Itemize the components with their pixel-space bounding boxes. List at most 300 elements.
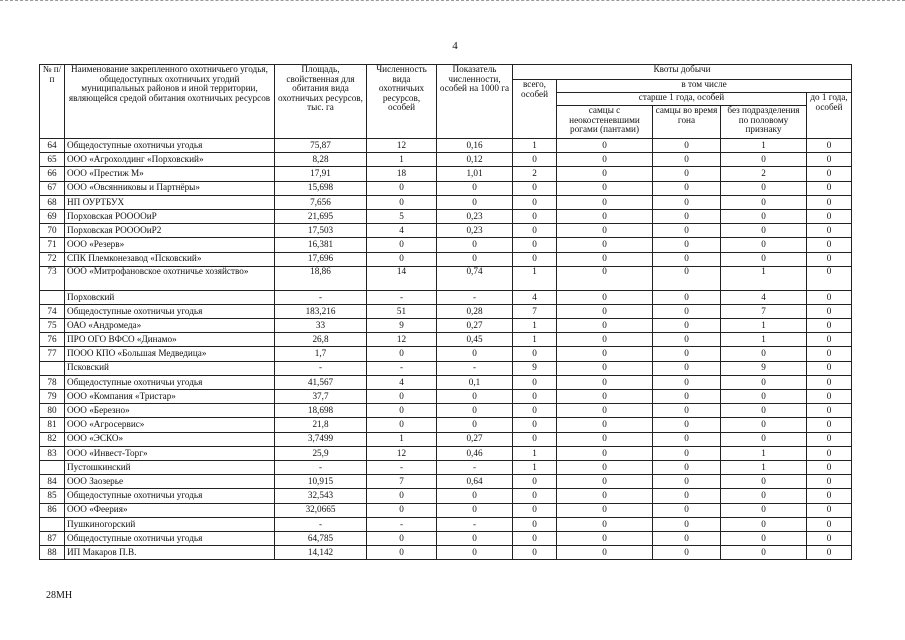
row-area-cell: 21,8 (275, 418, 367, 432)
row-no-sex-cell: 0 (721, 503, 807, 517)
row-area-cell: - (275, 460, 367, 474)
row-males-antlers-cell: 0 (557, 139, 653, 153)
row-total-cell: 0 (513, 517, 557, 531)
row-no-sex-cell: 0 (721, 375, 807, 389)
row-density-cell: 0 (437, 531, 513, 545)
row-no-sex-cell: 2 (721, 167, 807, 181)
row-total-cell: 2 (513, 167, 557, 181)
row-num-cell: 68 (40, 195, 65, 209)
row-count-cell: 4 (367, 375, 437, 389)
table-row (40, 266, 852, 290)
row-under1-cell: 0 (807, 460, 852, 474)
row-density-cell: 0 (437, 238, 513, 252)
row-males-rut-cell: 0 (653, 546, 721, 560)
row-count-cell: 4 (367, 224, 437, 238)
row-area-cell: 32,0665 (275, 503, 367, 517)
row-no-sex-cell: 0 (721, 432, 807, 446)
row-males-rut-cell: 0 (653, 503, 721, 517)
header-density: Показатель численности, особей на 1000 га (437, 65, 513, 139)
row-num-cell: 74 (40, 304, 65, 318)
header-count: Численность вида охотничьих ресурсов, особей (367, 65, 437, 139)
row-density-cell: 0,64 (437, 475, 513, 489)
row-count-cell: 0 (367, 489, 437, 503)
header-area: Площадь, свойственная для обитания вида охотничьих ресурсов, тыс. га (275, 65, 367, 139)
row-name-cell: ООО «Овсянниковы и Партнёры» (65, 181, 275, 195)
row-total-cell: 0 (513, 390, 557, 404)
row-males-rut-cell: 0 (653, 167, 721, 181)
row-count-cell: 0 (367, 238, 437, 252)
row-num-cell (40, 517, 65, 531)
table-row (40, 489, 852, 503)
row-area-cell: 18,86 (275, 266, 367, 290)
row-males-rut-cell: 0 (653, 390, 721, 404)
table-row (40, 418, 852, 432)
table-row (40, 167, 852, 181)
row-under1-cell: 0 (807, 195, 852, 209)
row-no-sex-cell: 0 (721, 531, 807, 545)
row-total-cell: 0 (513, 546, 557, 560)
row-area-cell: 21,695 (275, 209, 367, 223)
row-count-cell: 0 (367, 347, 437, 361)
row-name-cell: Общедоступные охотничьи угодья (65, 489, 275, 503)
row-density-cell: 0 (437, 546, 513, 560)
row-density-cell: - (437, 290, 513, 304)
row-no-sex-cell: 0 (721, 418, 807, 432)
table-row (40, 304, 852, 318)
row-name-cell: ПООО КПО «Большая Медведица» (65, 347, 275, 361)
row-density-cell: 0 (437, 181, 513, 195)
row-density-cell: 0,27 (437, 432, 513, 446)
row-area-cell: 26,8 (275, 333, 367, 347)
row-name-cell: ОАО «Андромеда» (65, 319, 275, 333)
table-row (40, 432, 852, 446)
row-area-cell: 32,543 (275, 489, 367, 503)
row-count-cell: - (367, 460, 437, 474)
row-males-antlers-cell: 0 (557, 517, 653, 531)
scan-edge-line (0, 0, 905, 5)
row-area-cell: 17,503 (275, 224, 367, 238)
row-males-rut-cell: 0 (653, 517, 721, 531)
row-density-cell: 0,1 (437, 375, 513, 389)
row-total-cell: 1 (513, 460, 557, 474)
row-males-rut-cell: 0 (653, 460, 721, 474)
row-males-antlers-cell: 0 (557, 304, 653, 318)
row-males-rut-cell: 0 (653, 224, 721, 238)
row-total-cell: 1 (513, 266, 557, 290)
row-count-cell: 12 (367, 139, 437, 153)
row-no-sex-cell: 0 (721, 347, 807, 361)
row-under1-cell: 0 (807, 390, 852, 404)
row-under1-cell: 0 (807, 418, 852, 432)
row-area-cell: 16,381 (275, 238, 367, 252)
row-no-sex-cell: 0 (721, 153, 807, 167)
row-total-cell: 1 (513, 319, 557, 333)
row-no-sex-cell: 1 (721, 460, 807, 474)
row-no-sex-cell: 0 (721, 238, 807, 252)
table-row (40, 153, 852, 167)
row-under1-cell: 0 (807, 252, 852, 266)
page-number: 4 (452, 40, 458, 52)
row-under1-cell: 0 (807, 139, 852, 153)
row-count-cell: 9 (367, 319, 437, 333)
header-no-sex: без подразделения по половому признаку (721, 106, 807, 139)
table-row (40, 319, 852, 333)
row-males-antlers-cell: 0 (557, 404, 653, 418)
row-density-cell: 0,23 (437, 224, 513, 238)
row-no-sex-cell: 1 (721, 139, 807, 153)
row-males-rut-cell: 0 (653, 139, 721, 153)
header-males-rut: самцы во время гона (653, 106, 721, 139)
row-no-sex-cell: 0 (721, 181, 807, 195)
row-count-cell: 14 (367, 266, 437, 290)
row-name-cell: ООО «Березно» (65, 404, 275, 418)
row-count-cell: 12 (367, 446, 437, 460)
row-males-rut-cell: 0 (653, 418, 721, 432)
row-no-sex-cell: 0 (721, 224, 807, 238)
row-area-cell: 33 (275, 319, 367, 333)
row-density-cell: - (437, 361, 513, 375)
table-row (40, 195, 852, 209)
row-total-cell: 0 (513, 195, 557, 209)
row-males-antlers-cell: 0 (557, 347, 653, 361)
row-num-cell: 88 (40, 546, 65, 560)
row-num-cell: 76 (40, 333, 65, 347)
row-males-rut-cell: 0 (653, 266, 721, 290)
row-density-cell: 0 (437, 418, 513, 432)
row-num-cell: 65 (40, 153, 65, 167)
row-num-cell: 78 (40, 375, 65, 389)
row-count-cell: 0 (367, 503, 437, 517)
row-total-cell: 0 (513, 475, 557, 489)
table-row (40, 531, 852, 545)
row-males-antlers-cell: 0 (557, 390, 653, 404)
table-row (40, 290, 852, 304)
table-row (40, 347, 852, 361)
row-no-sex-cell: 0 (721, 252, 807, 266)
table-row (40, 517, 852, 531)
row-total-cell: 7 (513, 304, 557, 318)
row-name-cell: Общедоступные охотничьи угодья (65, 375, 275, 389)
row-num-cell: 73 (40, 266, 65, 290)
table-row (40, 546, 852, 560)
row-density-cell: 0 (437, 252, 513, 266)
row-males-antlers-cell: 0 (557, 238, 653, 252)
row-name-cell: ООО «Агросервис» (65, 418, 275, 432)
row-density-cell: - (437, 517, 513, 531)
row-name-cell: Общедоступные охотничьи угодья (65, 139, 275, 153)
row-total-cell: 1 (513, 446, 557, 460)
row-males-rut-cell: 0 (653, 333, 721, 347)
row-males-rut-cell: 0 (653, 531, 721, 545)
row-males-rut-cell: 0 (653, 238, 721, 252)
row-under1-cell: 0 (807, 224, 852, 238)
row-count-cell: 7 (367, 475, 437, 489)
row-name-cell: ПРО ОГО ВФСО «Динамо» (65, 333, 275, 347)
row-num-cell: 66 (40, 167, 65, 181)
row-density-cell: 0 (437, 390, 513, 404)
row-no-sex-cell: 1 (721, 319, 807, 333)
table-row (40, 503, 852, 517)
row-under1-cell: 0 (807, 167, 852, 181)
row-count-cell: - (367, 290, 437, 304)
row-count-cell: - (367, 517, 437, 531)
row-no-sex-cell: 0 (721, 390, 807, 404)
row-total-cell: 0 (513, 375, 557, 389)
row-males-antlers-cell: 0 (557, 375, 653, 389)
row-males-antlers-cell: 0 (557, 167, 653, 181)
row-under1-cell: 0 (807, 375, 852, 389)
row-area-cell: 18,698 (275, 404, 367, 418)
row-no-sex-cell: 0 (721, 475, 807, 489)
row-area-cell: - (275, 361, 367, 375)
row-name-cell: Общедоступные охотничьи угодья (65, 304, 275, 318)
row-total-cell: 0 (513, 347, 557, 361)
row-males-rut-cell: 0 (653, 375, 721, 389)
table-row (40, 460, 852, 474)
hunting-quota-table (39, 64, 852, 560)
row-males-rut-cell: 0 (653, 361, 721, 375)
table-row (40, 238, 852, 252)
row-count-cell: 0 (367, 390, 437, 404)
row-no-sex-cell: 0 (721, 404, 807, 418)
row-density-cell: 0,12 (437, 153, 513, 167)
row-males-rut-cell: 0 (653, 446, 721, 460)
row-density-cell: 0,27 (437, 319, 513, 333)
row-total-cell: 1 (513, 139, 557, 153)
row-num-cell: 80 (40, 404, 65, 418)
row-count-cell: 18 (367, 167, 437, 181)
row-males-antlers-cell: 0 (557, 252, 653, 266)
row-under1-cell: 0 (807, 446, 852, 460)
row-males-antlers-cell: 0 (557, 153, 653, 167)
header-num: № п/п (40, 65, 65, 139)
row-no-sex-cell: 4 (721, 290, 807, 304)
row-area-cell: 75,87 (275, 139, 367, 153)
row-num-cell (40, 361, 65, 375)
row-name-cell: СПК Племконезавод «Псковский» (65, 252, 275, 266)
row-num-cell: 70 (40, 224, 65, 238)
row-under1-cell: 0 (807, 209, 852, 223)
row-density-cell: 0 (437, 404, 513, 418)
row-males-rut-cell: 0 (653, 304, 721, 318)
row-no-sex-cell: 0 (721, 195, 807, 209)
row-name-cell: ИП Макаров П.В. (65, 546, 275, 560)
row-name-cell: Пушкиногорский (65, 517, 275, 531)
row-total-cell: 0 (513, 432, 557, 446)
row-males-antlers-cell: 0 (557, 503, 653, 517)
row-males-antlers-cell: 0 (557, 361, 653, 375)
row-no-sex-cell: 0 (721, 517, 807, 531)
row-num-cell: 86 (40, 503, 65, 517)
header-total: всего, особей (513, 80, 557, 139)
table-row (40, 209, 852, 223)
row-num-cell: 81 (40, 418, 65, 432)
row-name-cell: Порховская РООООиР2 (65, 224, 275, 238)
table-row (40, 475, 852, 489)
header-including: в том числе (557, 80, 852, 93)
row-count-cell: 1 (367, 153, 437, 167)
row-num-cell: 67 (40, 181, 65, 195)
row-count-cell: 0 (367, 418, 437, 432)
row-males-antlers-cell: 0 (557, 460, 653, 474)
row-name-cell: ООО «Инвест-Торг» (65, 446, 275, 460)
table-row (40, 446, 852, 460)
row-area-cell: 17,696 (275, 252, 367, 266)
row-density-cell: 0,23 (437, 209, 513, 223)
row-num-cell (40, 460, 65, 474)
row-area-cell: - (275, 517, 367, 531)
row-under1-cell: 0 (807, 361, 852, 375)
row-num-cell: 75 (40, 319, 65, 333)
row-density-cell: 0,74 (437, 266, 513, 290)
row-num-cell: 79 (40, 390, 65, 404)
row-area-cell: 3,7499 (275, 432, 367, 446)
row-name-cell: ООО «Престиж М» (65, 167, 275, 181)
row-area-cell: 10,915 (275, 475, 367, 489)
row-males-antlers-cell: 0 (557, 432, 653, 446)
row-num-cell: 64 (40, 139, 65, 153)
row-total-cell: 0 (513, 418, 557, 432)
row-males-rut-cell: 0 (653, 195, 721, 209)
table-row (40, 333, 852, 347)
row-males-antlers-cell: 0 (557, 446, 653, 460)
row-males-antlers-cell: 0 (557, 489, 653, 503)
row-area-cell: 64,785 (275, 531, 367, 545)
table-row (40, 139, 852, 153)
row-males-antlers-cell: 0 (557, 531, 653, 545)
row-num-cell: 72 (40, 252, 65, 266)
row-num-cell: 71 (40, 238, 65, 252)
row-males-rut-cell: 0 (653, 404, 721, 418)
row-total-cell: 0 (513, 531, 557, 545)
row-under1-cell: 0 (807, 475, 852, 489)
row-area-cell: 25,9 (275, 446, 367, 460)
row-num-cell: 82 (40, 432, 65, 446)
header-older: старше 1 года, особей (557, 93, 807, 106)
table-row (40, 404, 852, 418)
row-under1-cell: 0 (807, 333, 852, 347)
row-males-antlers-cell: 0 (557, 333, 653, 347)
row-no-sex-cell: 0 (721, 546, 807, 560)
row-total-cell: 1 (513, 333, 557, 347)
row-density-cell: 0 (437, 489, 513, 503)
row-under1-cell: 0 (807, 290, 852, 304)
row-under1-cell: 0 (807, 238, 852, 252)
row-no-sex-cell: 0 (721, 209, 807, 223)
row-males-antlers-cell: 0 (557, 319, 653, 333)
row-num-cell: 85 (40, 489, 65, 503)
row-males-antlers-cell: 0 (557, 290, 653, 304)
row-no-sex-cell: 1 (721, 266, 807, 290)
row-no-sex-cell: 1 (721, 333, 807, 347)
row-under1-cell: 0 (807, 432, 852, 446)
row-num-cell: 77 (40, 347, 65, 361)
table-row (40, 375, 852, 389)
row-under1-cell: 0 (807, 347, 852, 361)
row-density-cell: 0 (437, 503, 513, 517)
row-area-cell: 15,698 (275, 181, 367, 195)
row-name-cell: ООО «Митрофановское охотничье хозяйство» (65, 266, 275, 290)
table-row (40, 224, 852, 238)
row-density-cell: - (437, 460, 513, 474)
table-row (40, 361, 852, 375)
row-area-cell: 1,7 (275, 347, 367, 361)
row-males-antlers-cell: 0 (557, 181, 653, 195)
row-name-cell: ООО «Феерия» (65, 503, 275, 517)
row-count-cell: 0 (367, 546, 437, 560)
row-count-cell: 0 (367, 404, 437, 418)
row-density-cell: 0 (437, 195, 513, 209)
row-males-rut-cell: 0 (653, 432, 721, 446)
row-name-cell: ООО «Компания «Тристар» (65, 390, 275, 404)
row-total-cell: 0 (513, 153, 557, 167)
row-no-sex-cell: 9 (721, 361, 807, 375)
header-quotas: Квоты добычи (513, 65, 852, 80)
row-males-rut-cell: 0 (653, 475, 721, 489)
row-males-rut-cell: 0 (653, 489, 721, 503)
row-count-cell: 0 (367, 531, 437, 545)
row-count-cell: 12 (367, 333, 437, 347)
row-name-cell: ООО «Резерв» (65, 238, 275, 252)
row-total-cell: 0 (513, 238, 557, 252)
row-males-rut-cell: 0 (653, 181, 721, 195)
row-males-antlers-cell: 0 (557, 209, 653, 223)
row-total-cell: 0 (513, 489, 557, 503)
row-under1-cell: 0 (807, 319, 852, 333)
row-under1-cell: 0 (807, 546, 852, 560)
row-total-cell: 0 (513, 404, 557, 418)
row-area-cell: - (275, 290, 367, 304)
row-males-rut-cell: 0 (653, 209, 721, 223)
row-count-cell: 0 (367, 195, 437, 209)
row-no-sex-cell: 1 (721, 446, 807, 460)
row-area-cell: 183,216 (275, 304, 367, 318)
row-total-cell: 0 (513, 252, 557, 266)
row-name-cell: Псковский (65, 361, 275, 375)
row-name-cell: НП ОУРТБУХ (65, 195, 275, 209)
row-name-cell: Порховская РООООиР (65, 209, 275, 223)
table-row (40, 252, 852, 266)
row-males-rut-cell: 0 (653, 319, 721, 333)
table-row (40, 390, 852, 404)
row-males-antlers-cell: 0 (557, 546, 653, 560)
row-under1-cell: 0 (807, 181, 852, 195)
row-count-cell: 0 (367, 181, 437, 195)
row-total-cell: 4 (513, 290, 557, 304)
row-count-cell: 1 (367, 432, 437, 446)
row-density-cell: 1,01 (437, 167, 513, 181)
row-num-cell: 69 (40, 209, 65, 223)
row-count-cell: 51 (367, 304, 437, 318)
row-under1-cell: 0 (807, 517, 852, 531)
row-males-rut-cell: 0 (653, 252, 721, 266)
row-males-rut-cell: 0 (653, 290, 721, 304)
row-males-antlers-cell: 0 (557, 418, 653, 432)
row-count-cell: 0 (367, 252, 437, 266)
row-density-cell: 0,28 (437, 304, 513, 318)
header-under1: до 1 года, особей (807, 93, 852, 139)
row-total-cell: 0 (513, 224, 557, 238)
row-total-cell: 0 (513, 209, 557, 223)
row-density-cell: 0,46 (437, 446, 513, 460)
row-under1-cell: 0 (807, 304, 852, 318)
row-density-cell: 0 (437, 347, 513, 361)
row-under1-cell: 0 (807, 489, 852, 503)
row-name-cell: ООО «ЭСКО» (65, 432, 275, 446)
row-count-cell: 5 (367, 209, 437, 223)
row-males-antlers-cell: 0 (557, 266, 653, 290)
row-area-cell: 7,656 (275, 195, 367, 209)
